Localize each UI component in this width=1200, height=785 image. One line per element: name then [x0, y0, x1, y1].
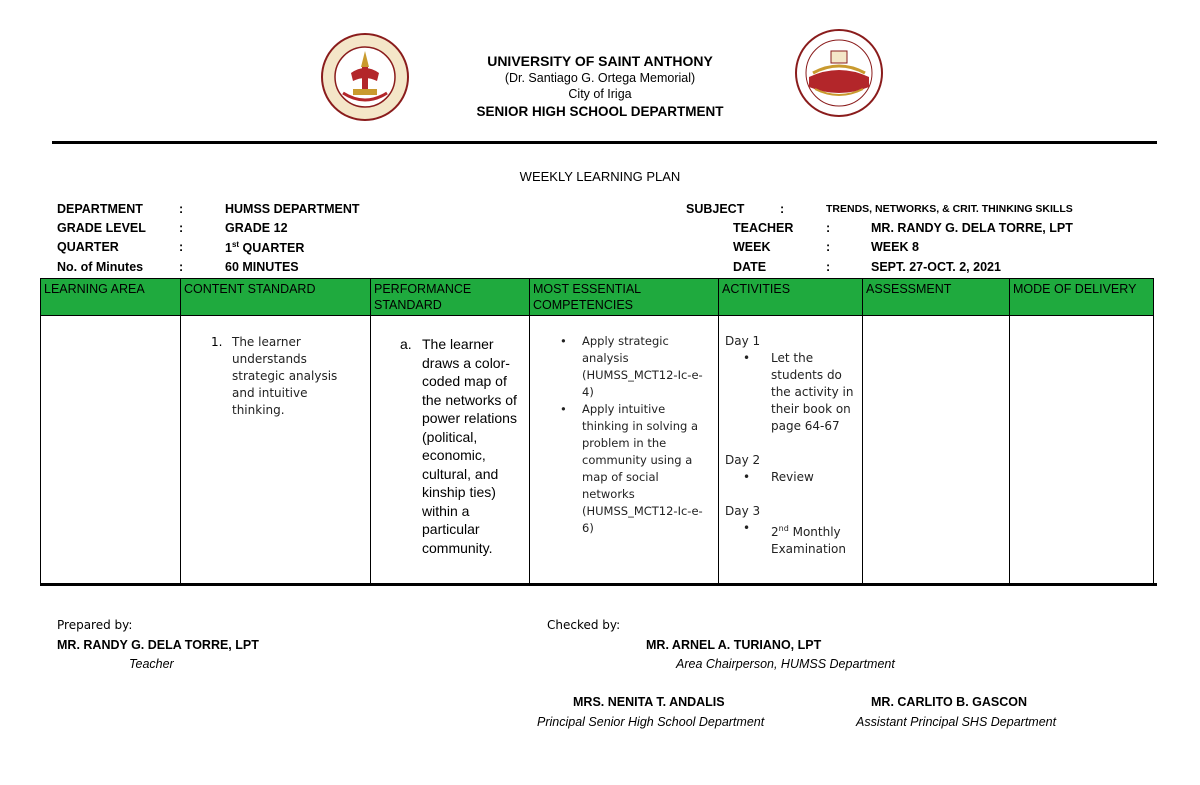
- prepared-name: MR. RANDY G. DELA TORRE, LPT: [57, 638, 259, 652]
- col-header: MOST ESSENTIAL COMPETENCIES: [530, 279, 719, 316]
- department-name: SENIOR HIGH SCHOOL DEPARTMENT: [476, 104, 724, 119]
- competencies-cell: [530, 316, 719, 585]
- bullet-icon: •: [743, 521, 751, 535]
- info-label: QUARTER: [57, 240, 119, 254]
- col-header: ACTIVITIES: [719, 279, 863, 316]
- info-sep: :: [179, 221, 184, 235]
- info-value: MR. RANDY G. DELA TORRE, LPT: [871, 221, 1073, 235]
- prepared-role: Teacher: [129, 657, 174, 671]
- learning-area-cell: [41, 316, 181, 585]
- checked-role: Area Chairperson, HUMSS Department: [676, 657, 895, 671]
- competency-item: Apply strategic analysis (HUMSS_MCT12-Ic-e-4): [582, 334, 703, 399]
- university-name: UNIVERSITY OF SAINT ANTHONY: [487, 53, 713, 69]
- memorial-name: (Dr. Santiago G. Ortega Memorial): [504, 71, 696, 85]
- info-label: GRADE LEVEL: [57, 221, 146, 235]
- mode-of-delivery-cell: [1010, 316, 1154, 585]
- city-name: City of Iriga: [568, 87, 632, 101]
- info-sep: :: [826, 240, 831, 254]
- asst-principal-role: Assistant Principal SHS Department: [856, 715, 1057, 729]
- day-label: Day 2: [725, 453, 761, 467]
- weekly-plan-table: [40, 278, 1154, 585]
- principal-name: MRS. NENITA T. ANDALIS: [573, 695, 725, 709]
- info-label: SUBJECT: [686, 202, 745, 216]
- info-label: DATE: [733, 260, 767, 274]
- col-header: ASSESSMENT: [863, 279, 1010, 316]
- info-sep: :: [179, 260, 184, 274]
- info-sep: :: [179, 240, 184, 254]
- info-label: TEACHER: [733, 221, 794, 235]
- university-seal-logo: [795, 29, 883, 117]
- day-label: Day 1: [725, 334, 761, 348]
- day-label: Day 3: [725, 504, 761, 518]
- info-value: 60 MINUTES: [225, 260, 299, 274]
- list-number: 1.: [211, 335, 223, 349]
- info-label: DEPARTMENT: [57, 202, 143, 216]
- principal-role: Principal Senior High School Department: [537, 715, 765, 729]
- activity-item: Let the students do the activity in their book on page 64-67: [771, 351, 854, 433]
- info-sep: :: [826, 260, 831, 274]
- competency-item: Apply intuitive thinking in solving a problem in the community using a map of social networks (HUMSS_MCT12-Ic-e-6): [582, 402, 703, 535]
- col-header: MODE OF DELIVERY: [1010, 279, 1154, 316]
- activity-item: 2nd Monthly Examination: [771, 524, 847, 556]
- info-value: HUMSS DEPARTMENT: [225, 202, 360, 216]
- activity-item: Review: [771, 470, 814, 484]
- assessment-cell: [863, 316, 1010, 585]
- plan-title: WEEKLY LEARNING PLAN: [519, 169, 681, 184]
- table-header-row: [41, 279, 1154, 316]
- info-value: SEPT. 27-OCT. 2, 2021: [871, 260, 1001, 274]
- col-header: LEARNING AREA: [41, 279, 181, 316]
- info-value: WEEK 8: [871, 240, 919, 254]
- checked-name: MR. ARNEL A. TURIANO, LPT: [646, 638, 822, 652]
- list-letter: a.: [400, 336, 412, 352]
- bullet-icon: •: [560, 334, 567, 348]
- info-value: TRENDS, NETWORKS, & CRIT. THINKING SKILLS: [826, 203, 1073, 215]
- shs-seal-logo: [321, 33, 409, 121]
- bullet-icon: •: [560, 402, 567, 416]
- info-sep: :: [826, 221, 831, 235]
- content-standard-text: The learner understands strategic analysis and intuitive thinking.: [232, 335, 338, 417]
- content-standard-cell: [181, 316, 371, 585]
- info-value: GRADE 12: [225, 221, 288, 235]
- activities-cell: [719, 316, 863, 585]
- prepared-label: Prepared by:: [57, 618, 133, 632]
- bullet-icon: •: [743, 351, 751, 365]
- info-sep: :: [179, 202, 184, 216]
- asst-principal-name: MR. CARLITO B. GASCON: [871, 695, 1028, 709]
- performance-standard-cell: [371, 316, 530, 585]
- table-bottom-rule: [40, 583, 1157, 586]
- info-label: WEEK: [733, 240, 771, 254]
- checked-label: Checked by:: [547, 618, 621, 632]
- col-header: PERFORMANCE STANDARD: [371, 279, 530, 316]
- info-label: No. of Minutes: [57, 260, 144, 274]
- info-value: 1st QUARTER: [225, 240, 305, 256]
- col-header: CONTENT STANDARD: [181, 279, 371, 316]
- header-rule: [52, 141, 1157, 144]
- bullet-icon: •: [743, 470, 751, 484]
- performance-standard-text: The learner draws a color-coded map of the networks of power relations (political, economic, cultural, and kinship ties) within a particular community.: [422, 336, 517, 556]
- table-row: [41, 316, 1154, 585]
- info-sep: :: [780, 202, 785, 216]
